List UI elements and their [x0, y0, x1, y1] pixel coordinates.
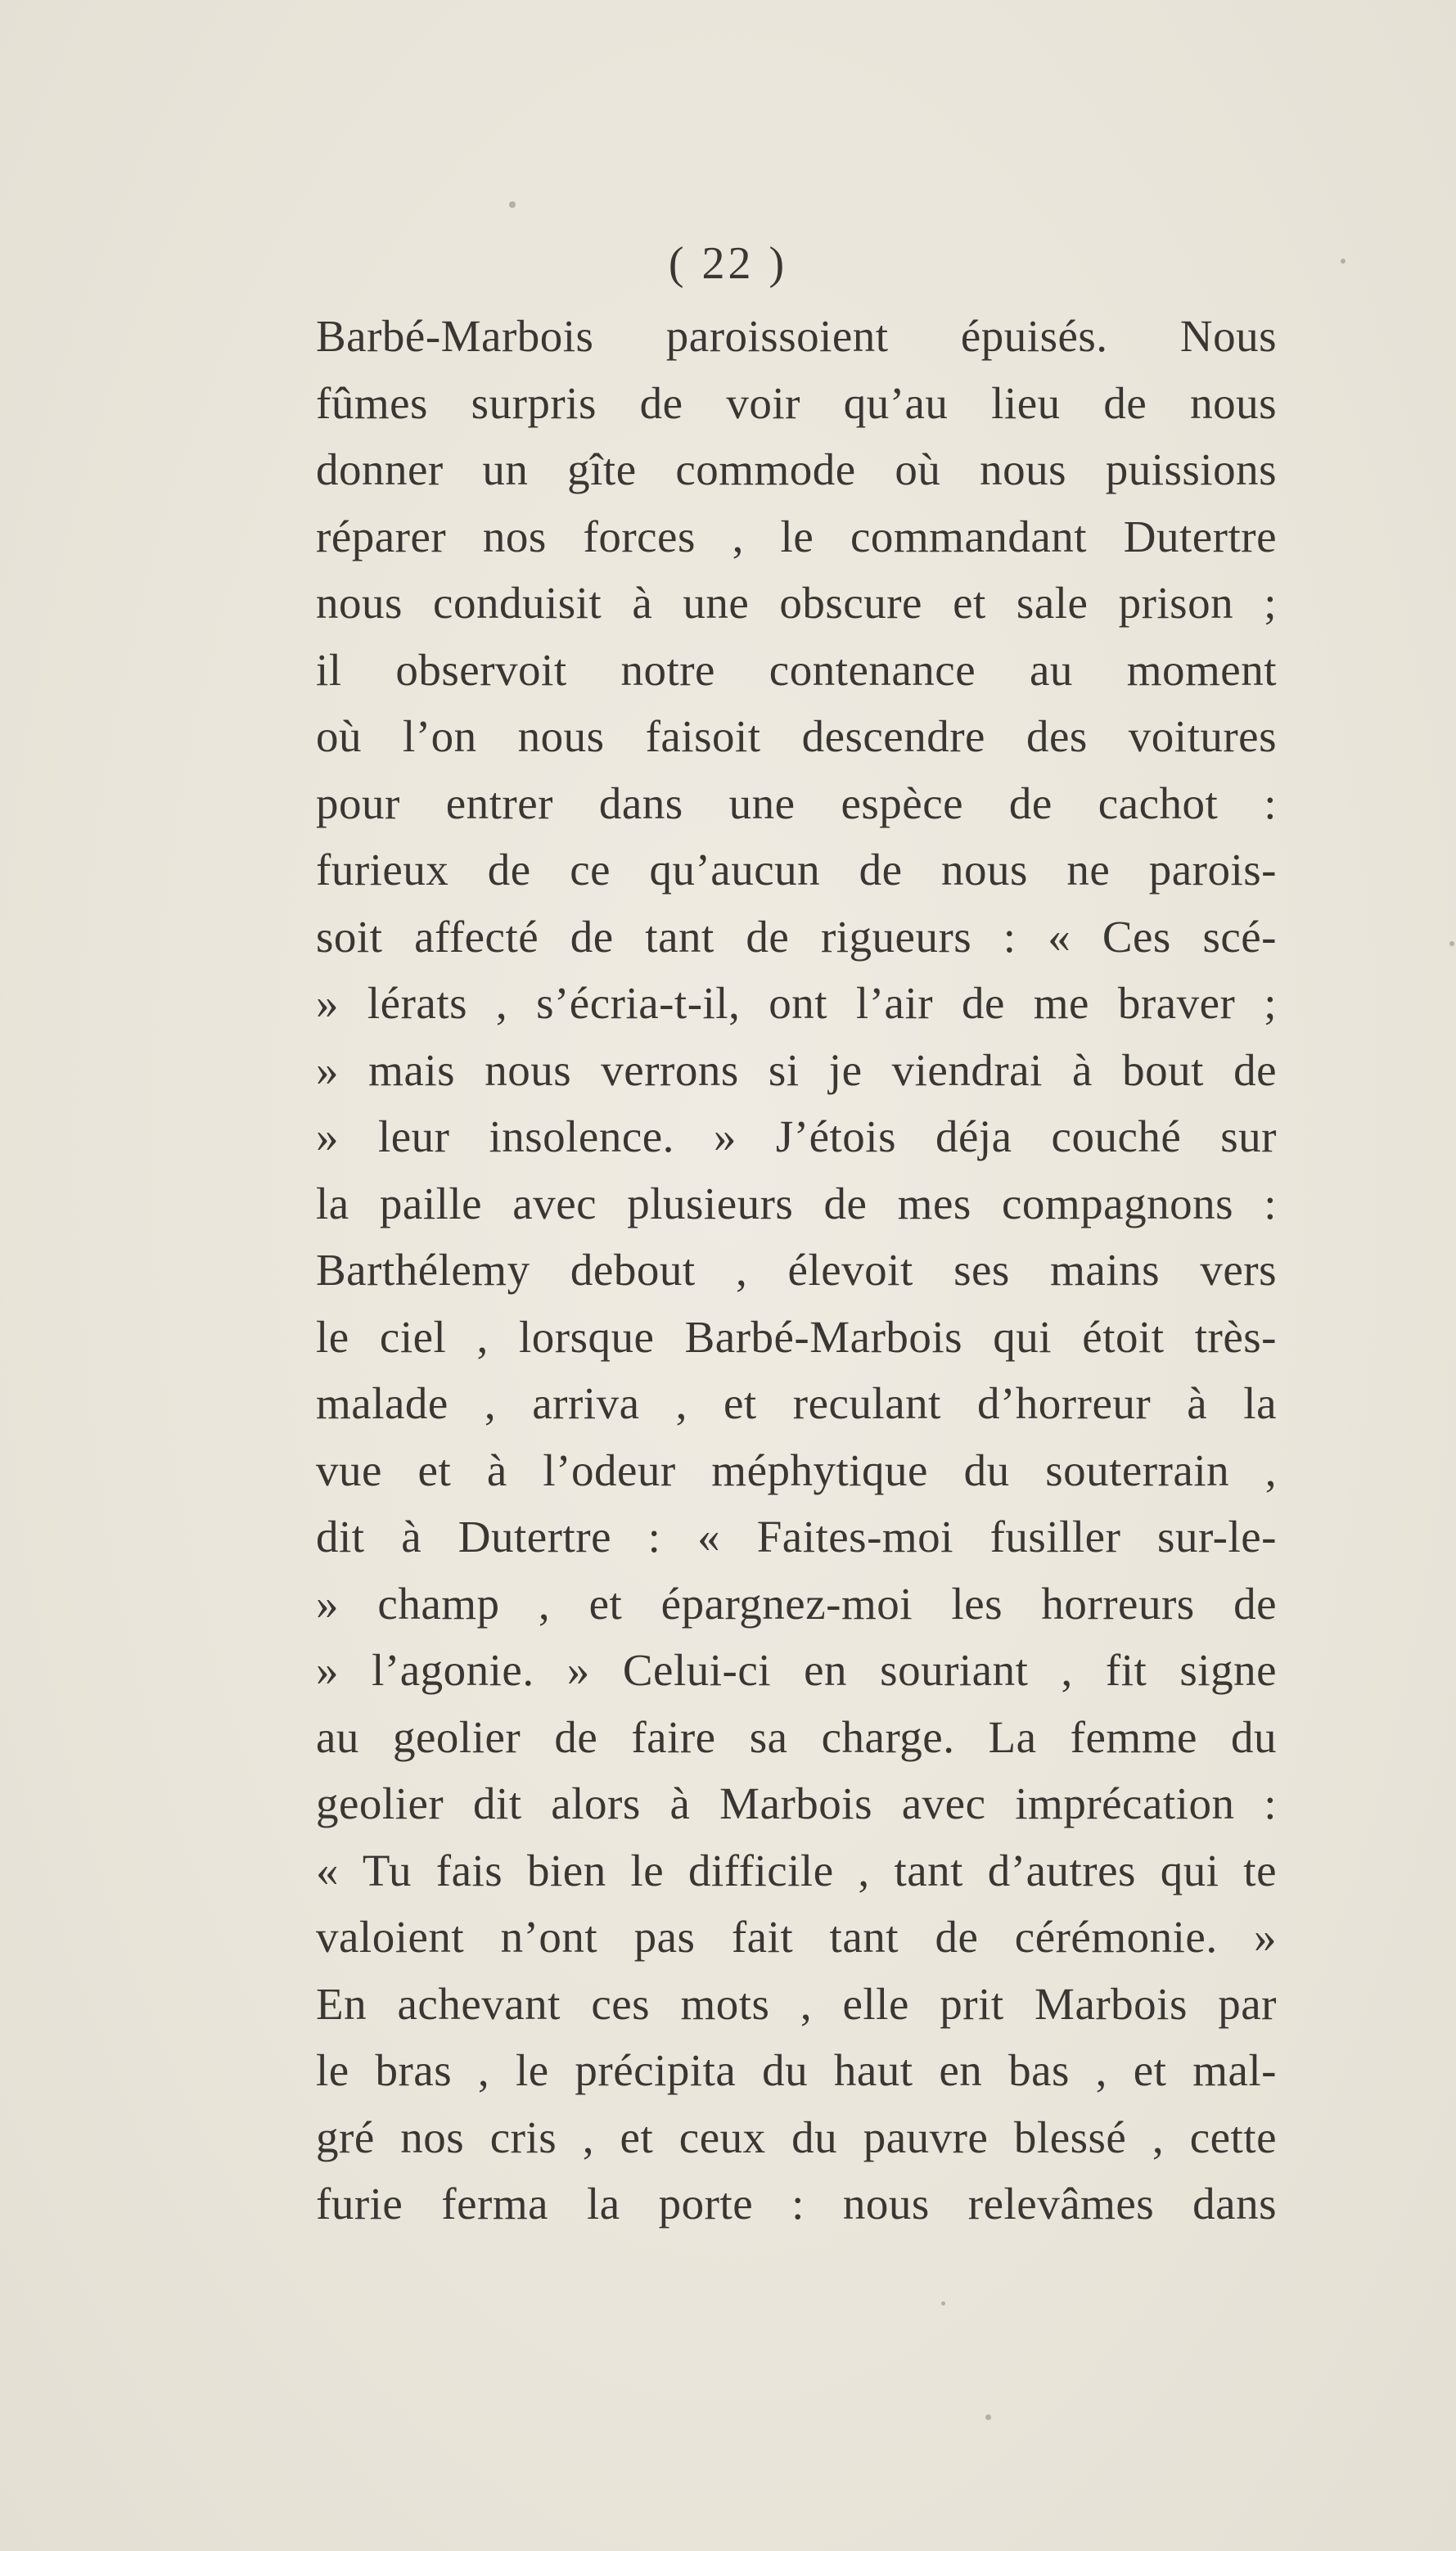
text-line: dit à Dutertre : « Faites-moi fusiller sur-le-: [316, 1512, 1277, 1562]
text-line: » l’agonie. » Celui-ci en souriant , fit signe: [316, 1645, 1277, 1695]
text-line: » lérats , s’écria-t-il, ont l’air de me braver ;: [316, 978, 1277, 1028]
paper-speck: [941, 2301, 945, 2305]
paper-speck: [985, 2414, 991, 2420]
text-line: « Tu fais bien le difficile , tant d’autres qui te: [316, 1845, 1277, 1895]
text-line: soit affecté de tant de rigueurs : « Ces scé-: [316, 911, 1277, 962]
text-line: vue et à l’odeur méphytique du souterrain ,: [316, 1445, 1277, 1495]
text-line: il observoit notre contenance au moment: [316, 644, 1277, 695]
text-line: où l’on nous faisoit descendre des voitures: [316, 711, 1277, 761]
text-line: » mais nous verrons si je viendrai à bout de: [316, 1044, 1277, 1095]
text-line: En achevant ces mots , elle prit Marbois par: [316, 1978, 1277, 2029]
text-line: geolier dit alors à Marbois avec imprécation :: [316, 1778, 1277, 1828]
text-line: fûmes surpris de voir qu’au lieu de nous: [316, 377, 1277, 428]
text-line: au geolier de faire sa charge. La femme du: [316, 1711, 1277, 1762]
text-line: le bras , le précipita du haut en bas , et mal-: [316, 2045, 1277, 2095]
text-line: la paille avec plusieurs de mes compagnons :: [316, 1178, 1277, 1228]
text-line: malade , arriva , et reculant d’horreur à la: [316, 1378, 1277, 1428]
text-line: le ciel , lorsque Barbé-Marbois qui étoit très-: [316, 1311, 1277, 1362]
text-line: pour entrer dans une espèce de cachot :: [316, 777, 1277, 828]
text-line: » leur insolence. » J’étois déja couché sur: [316, 1111, 1277, 1161]
text-line: réparer nos forces , le commandant Dutertre: [316, 511, 1277, 561]
page-number: ( 22 ): [668, 238, 788, 289]
paper-speck: [1449, 941, 1454, 946]
text-line: nous conduisit à une obscure et sale prison ;: [316, 578, 1277, 628]
text-line: furie ferma la porte : nous relevâmes dans: [316, 2179, 1277, 2229]
text-line: donner un gîte commode où nous puissions: [316, 444, 1277, 494]
paper-speck: [509, 201, 516, 208]
text-line: furieux de ce qu’aucun de nous ne parois-: [316, 845, 1277, 895]
text-line: valoient n’ont pas fait tant de cérémonie. »: [316, 1912, 1277, 1962]
text-line: Barbé-Marbois paroissoient épuisés. Nous: [316, 311, 1277, 361]
text-line: Barthélemy debout , élevoit ses mains vers: [316, 1245, 1277, 1295]
text-line: gré nos cris , et ceux du pauvre blessé , cette: [316, 2112, 1277, 2162]
body-text: [316, 303, 1277, 2238]
text-line: » champ , et épargnez-moi les horreurs de: [316, 1578, 1277, 1629]
